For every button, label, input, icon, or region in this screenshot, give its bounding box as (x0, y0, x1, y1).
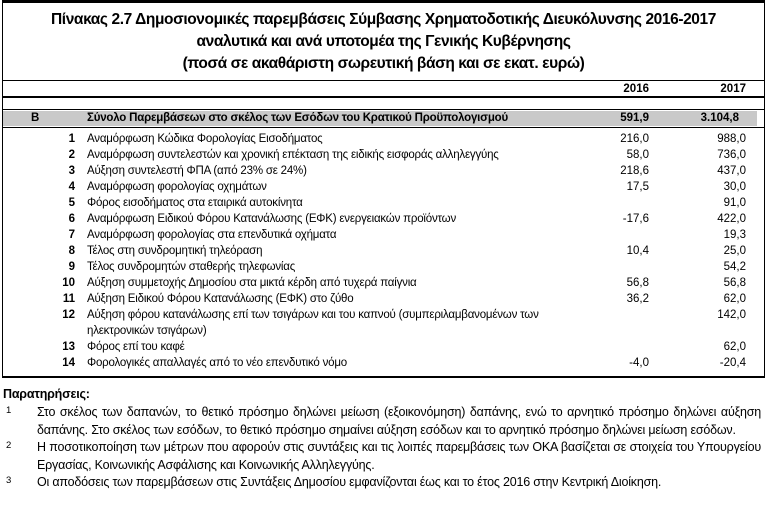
column-header-2016: 2016 (623, 83, 649, 95)
row-value-2017: 62,0 (723, 341, 746, 353)
row-value-2016: 56,8 (626, 277, 649, 289)
row-value-2017: 62,0 (723, 293, 746, 305)
row-number: 13 (62, 341, 75, 353)
row-value-2016: 58,0 (626, 149, 649, 161)
row-value-2017: 25,0 (723, 245, 746, 257)
column-header-2017: 2017 (720, 83, 746, 95)
table-row (3, 163, 764, 179)
note-items (3, 404, 763, 492)
table-rows (3, 128, 764, 376)
row-value-2016: -17,6 (622, 213, 649, 225)
row-value-2016: -4,0 (629, 357, 649, 369)
row-value-2017: 19,3 (723, 229, 746, 241)
section-label: Σύνολο Παρεμβάσεων στο σκέλος των Εσόδων του Κρατικού Προϋπολογισμού (75, 111, 559, 126)
row-label: Φόρος εισοδήματος στα εταιρικά αυτοκίνητα (87, 197, 303, 209)
row-number: 5 (68, 197, 75, 209)
row-number: 3 (68, 165, 75, 177)
row-number: 11 (62, 293, 75, 305)
row-label: Αύξηση φόρου κατανάλωσης επί των τσιγάρων και του καπνού (συμπεριλαμβανομένων των ηλεκτρονικών τσιγάρων) (87, 309, 539, 337)
row-label: Αναμόρφωση φορολογίας οχημάτων (87, 181, 267, 193)
row-value-2017: -20,4 (719, 357, 746, 369)
row-number: 10 (62, 277, 75, 289)
footnote-text: Στο σκέλος των δαπανών, το θετικό πρόσημο δηλώνει μείωση (εξοικονόμηση) δαπάνης, ενώ το αρνητικό πρόσημο δηλώνει αύξηση δαπάνης. Στο σκέλος των εσόδων, το θετικό πρόσημο σημαίνει αύξηση εσόδων και το αρνητικό πρόσημο δηλώνει μείωση εσόδων. (37, 405, 761, 437)
notes-heading: Παρατηρήσεις: (3, 387, 90, 401)
table-row (3, 275, 764, 291)
row-number: 6 (68, 213, 75, 225)
row-value-2017: 422,0 (717, 213, 746, 225)
row-number: 12 (62, 309, 75, 321)
row-label: Αναμόρφωση συντελεστών και χρονική επέκταση της ειδικής εισφοράς αλληλεγγύης (87, 149, 499, 161)
footnote-marker: 3 (6, 475, 12, 486)
table-row (3, 355, 764, 371)
row-label: Αναμόρφωση Κώδικα Φορολογίας Εισοδήματος (87, 133, 323, 145)
row-value-2017: 437,0 (717, 165, 746, 177)
table-row (3, 307, 764, 339)
footnote-text: Οι αποδόσεις των παρεμβάσεων στις Συντάξεις Δημοσίου εμφανίζονται έως και το έτος 2016 στην Κεντρική Διοίκηση. (37, 475, 662, 489)
row-value-2017: 54,2 (723, 261, 746, 273)
row-value-2016 (559, 307, 649, 339)
footnote (3, 404, 763, 439)
row-label: Αναμόρφωση Ειδικού Φόρου Κατανάλωσης (ΕΦΚ) ενεργειακών προϊόντων (87, 213, 457, 225)
row-number: 8 (68, 245, 75, 257)
footnote-marker: 1 (6, 405, 12, 416)
row-label: Τέλος στη συνδρομητική τηλεόραση (87, 245, 263, 257)
row-label: Φορολογικές απαλλαγές από το νέο επενδυτικό νόμο (87, 357, 347, 369)
title-line-3: (ποσά σε ακαθάριστη σωρευτική βάση και σε εκατ. ευρώ) (182, 55, 585, 72)
footnote (3, 474, 763, 492)
blank-row (3, 98, 764, 109)
row-number: 14 (62, 357, 75, 369)
row-value-2016 (559, 195, 649, 211)
row-value-2017: 91,0 (723, 197, 746, 209)
row-value-2017: 988,0 (717, 133, 746, 145)
row-value-2016 (559, 339, 649, 355)
footnote-text: Η ποσοτικοποίηση των μέτρων που αφορούν στις συντάξεις και τις λοιπές παρεμβάσεις των ΟΚΑ βασίζεται σε στοιχεία του Υπουργείου Εργασίας, Κοινωνικής Ασφάλισης και Κοινωνικής Αλληλεγγύης. (37, 440, 761, 472)
row-value-2017: 30,0 (723, 181, 746, 193)
row-value-2017: 736,0 (717, 149, 746, 161)
row-value-2016 (559, 259, 649, 275)
row-number: 2 (68, 149, 75, 161)
footnote (3, 439, 763, 474)
row-number: 1 (68, 133, 75, 145)
section-value-2017: 3.104,8 (649, 111, 757, 126)
table-title (3, 3, 764, 81)
section-total-row (3, 109, 764, 128)
table-row (3, 131, 764, 147)
row-label: Αύξηση συντελεστή ΦΠΑ (από 23% σε 24%) (87, 165, 307, 177)
row-value-2017: 56,8 (723, 277, 746, 289)
table-row (3, 339, 764, 355)
row-number: 4 (68, 181, 75, 193)
row-label: Αναμόρφωση φορολογίας στα επενδυτικά οχήματα (87, 229, 337, 241)
header-spacer-desc (75, 81, 559, 97)
row-label: Φόρος επί του καφέ (87, 341, 185, 353)
table-row (3, 227, 764, 243)
row-value-2016: 36,2 (626, 293, 649, 305)
row-value-2016: 17,5 (626, 181, 649, 193)
row-label: Αύξηση Ειδικού Φόρου Κατανάλωσης (ΕΦΚ) στο ζύθο (87, 293, 354, 305)
notes-section (3, 386, 763, 492)
section-value-2016: 591,9 (559, 111, 649, 126)
row-number: 7 (68, 229, 75, 241)
table-row (3, 179, 764, 195)
row-value-2016: 10,4 (626, 245, 649, 257)
table-row (3, 211, 764, 227)
row-value-2017: 142,0 (717, 309, 746, 321)
row-value-2016: 216,0 (620, 133, 649, 145)
title-line-1: Πίνακας 2.7 Δημοσιονομικές παρεμβάσεις Σύμβασης Χρηματοδοτικής Διευκόλυνσης 2016-2017 (51, 11, 716, 28)
column-header-row (3, 81, 764, 98)
row-value-2016 (559, 227, 649, 243)
row-label: Τέλος συνδρομητών σταθερής τηλεφωνίας (87, 261, 296, 273)
row-label: Αύξηση συμμετοχής Δημοσίου στα μικτά κέρδη από τυχερά παίγνια (87, 277, 417, 289)
footnote-marker: 2 (6, 440, 12, 451)
header-spacer-num (3, 81, 75, 97)
section-code: Β (3, 111, 75, 126)
row-value-2016: 218,6 (620, 165, 649, 177)
title-line-2: αναλυτικά και ανά υποτομέα της Γενικής Κυβέρνησης (196, 33, 571, 50)
row-number: 9 (68, 261, 75, 273)
table-row (3, 243, 764, 259)
table-row (3, 195, 764, 211)
table-row (3, 147, 764, 163)
table-row (3, 291, 764, 307)
table-row (3, 259, 764, 275)
fiscal-interventions-table (2, 0, 765, 378)
